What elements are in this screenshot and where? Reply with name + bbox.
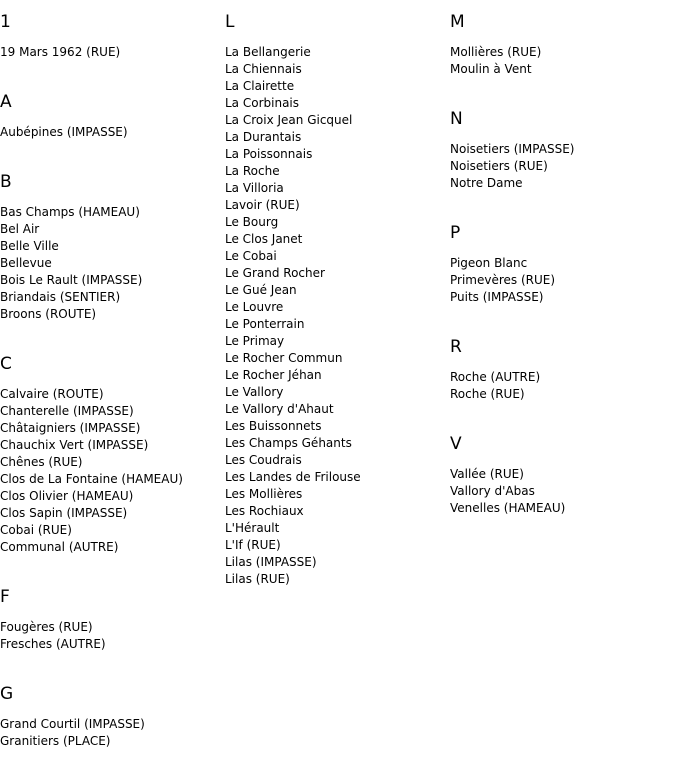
street-name: Le Gué Jean (225, 283, 297, 297)
letter-group (450, 223, 672, 306)
street-list (0, 619, 222, 653)
street-name: Clos Sapin (IMPASSE) (0, 506, 128, 520)
street-name: Fougères (RUE) (0, 620, 93, 634)
index-column-1 (0, 0, 222, 781)
letter-group (450, 337, 672, 403)
street-name: Le Grand Rocher (225, 266, 325, 280)
letter-heading: 1 (0, 12, 11, 32)
street-name: Les Buissonnets (225, 419, 322, 433)
street-name: Roche (AUTRE) (450, 370, 541, 384)
street-list (450, 255, 672, 306)
street-name: Le Rocher Commun (225, 351, 343, 365)
street-name: Granitiers (PLACE) (0, 734, 111, 748)
letter-heading: L (225, 12, 235, 32)
street-name: Le Primay (225, 334, 285, 348)
letter-group (0, 92, 222, 141)
street-name: La Bellangerie (225, 45, 311, 59)
street-list (450, 44, 672, 78)
street-name: Broons (ROUTE) (0, 307, 97, 321)
street-list (225, 44, 447, 588)
street-name: L'Hérault (225, 521, 280, 535)
index-column-2 (225, 0, 447, 619)
letter-heading: R (450, 337, 462, 357)
street-name: 19 Mars 1962 (RUE) (0, 45, 121, 59)
street-name: Cobai (RUE) (0, 523, 72, 537)
letter-heading: P (450, 223, 461, 243)
street-name: Le Vallory d'Ahaut (225, 402, 334, 416)
street-name: Le Ponterrain (225, 317, 305, 331)
street-name: L'If (RUE) (225, 538, 281, 552)
street-name: La Durantais (225, 130, 302, 144)
street-name: Lilas (RUE) (225, 572, 290, 586)
street-name: Chauchix Vert (IMPASSE) (0, 438, 149, 452)
letter-group (0, 172, 222, 323)
street-name: Les Landes de Frilouse (225, 470, 361, 484)
street-name: Le Cobai (225, 249, 277, 263)
street-name: Vallée (RUE) (450, 467, 524, 481)
street-name: Bois Le Rault (IMPASSE) (0, 273, 143, 287)
letter-group (0, 354, 222, 556)
letter-heading: G (0, 684, 14, 704)
street-name: Roche (RUE) (450, 387, 525, 401)
street-name: Chênes (RUE) (0, 455, 83, 469)
street-name: Le Bourg (225, 215, 279, 229)
street-name: Lilas (IMPASSE) (225, 555, 317, 569)
letter-group (0, 587, 222, 653)
letter-heading: A (0, 92, 12, 112)
street-name: La Corbinais (225, 96, 300, 110)
street-name: Bel Air (0, 222, 40, 236)
street-name: Les Coudrais (225, 453, 302, 467)
street-name: Moulin à Vent (450, 62, 532, 76)
letter-group (450, 109, 672, 192)
letter-group (450, 434, 672, 517)
street-name: Grand Courtil (IMPASSE) (0, 717, 145, 731)
letter-heading: B (0, 172, 12, 192)
street-name: Aubépines (IMPASSE) (0, 125, 128, 139)
street-name: Le Louvre (225, 300, 284, 314)
street-list (0, 44, 222, 61)
letter-heading: M (450, 12, 465, 32)
street-name: Le Rocher Jéhan (225, 368, 322, 382)
letter-heading: V (450, 434, 462, 454)
street-name: Chanterelle (IMPASSE) (0, 404, 134, 418)
street-name: Notre Dame (450, 176, 523, 190)
street-list (0, 386, 222, 556)
street-name: La Chiennais (225, 62, 302, 76)
street-name: Noisetiers (RUE) (450, 159, 548, 173)
street-name: Puits (IMPASSE) (450, 290, 544, 304)
street-name: Lavoir (RUE) (225, 198, 300, 212)
street-name: La Poissonnais (225, 147, 313, 161)
street-name: Bellevue (0, 256, 52, 270)
street-name: Le Clos Janet (225, 232, 303, 246)
street-name: Fresches (AUTRE) (0, 637, 106, 651)
street-list (450, 369, 672, 403)
street-name: Pigeon Blanc (450, 256, 528, 270)
street-name: Communal (AUTRE) (0, 540, 119, 554)
street-list (450, 141, 672, 192)
street-name: La Villoria (225, 181, 284, 195)
letter-group (0, 12, 222, 61)
street-name: Les Mollières (225, 487, 303, 501)
street-name: Briandais (SENTIER) (0, 290, 121, 304)
index-column-3 (450, 0, 672, 548)
street-list (0, 716, 222, 750)
street-name: Le Vallory (225, 385, 284, 399)
street-name: Clos Olivier (HAMEAU) (0, 489, 134, 503)
street-name: La Roche (225, 164, 280, 178)
letter-heading: F (0, 587, 10, 607)
street-name: Belle Ville (0, 239, 59, 253)
letter-heading: C (0, 354, 12, 374)
street-name: Vallory d'Abas (450, 484, 535, 498)
street-name: Les Rochiaux (225, 504, 304, 518)
street-name: Venelles (HAMEAU) (450, 501, 566, 515)
letter-group (0, 684, 222, 750)
street-name: Mollières (RUE) (450, 45, 542, 59)
street-name: La Clairette (225, 79, 295, 93)
street-list (0, 124, 222, 141)
street-name: Calvaire (ROUTE) (0, 387, 104, 401)
street-name: Primevères (RUE) (450, 273, 556, 287)
street-name: Châtaigniers (IMPASSE) (0, 421, 141, 435)
street-name: La Croix Jean Gicquel (225, 113, 353, 127)
street-list (0, 204, 222, 323)
letter-heading: N (450, 109, 463, 129)
street-name: Noisetiers (IMPASSE) (450, 142, 575, 156)
street-name: Clos de La Fontaine (HAMEAU) (0, 472, 183, 486)
letter-group (225, 12, 447, 588)
street-name: Bas Champs (HAMEAU) (0, 205, 140, 219)
letter-group (450, 12, 672, 78)
street-list (450, 466, 672, 517)
street-name: Les Champs Géhants (225, 436, 352, 450)
